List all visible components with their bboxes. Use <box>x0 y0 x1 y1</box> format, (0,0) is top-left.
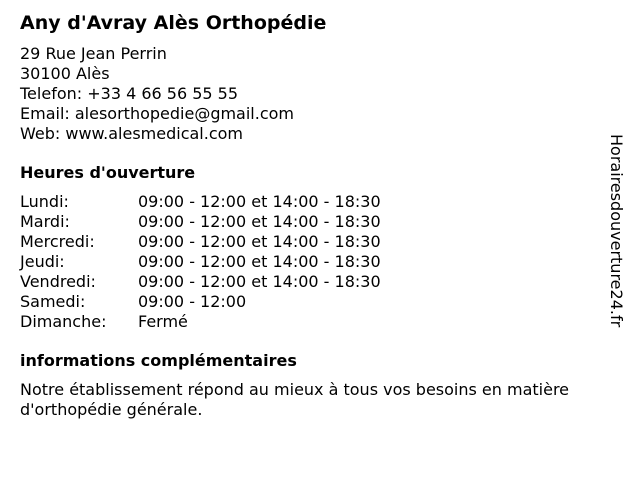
address-city: 30100 Alès <box>20 64 110 83</box>
hours-day: Lundi: <box>20 192 69 211</box>
hours-row-wednesday <box>20 232 620 252</box>
hours-day: Samedi: <box>20 292 86 311</box>
hours-day: Mardi: <box>20 212 70 231</box>
web-line: Web: www.alesmedical.com <box>20 124 243 143</box>
business-card <box>20 10 620 420</box>
additional-info-heading: informations complémentaires <box>20 351 297 370</box>
hours-time: 09:00 - 12:00 et 14:00 - 18:30 <box>138 272 381 291</box>
hours-row-monday <box>20 192 620 212</box>
hours-time: 09:00 - 12:00 et 14:00 - 18:30 <box>138 252 381 271</box>
hours-day: Dimanche: <box>20 312 107 331</box>
hours-day: Jeudi: <box>20 252 65 271</box>
hours-time: 09:00 - 12:00 et 14:00 - 18:30 <box>138 232 381 251</box>
hours-row-tuesday <box>20 212 620 232</box>
hours-row-thursday <box>20 252 620 272</box>
email-line: Email: alesorthopedie@gmail.com <box>20 104 295 123</box>
business-name: Any d'Avray Alès Orthopédie <box>20 12 327 34</box>
hours-row-friday <box>20 272 620 292</box>
hours-row-sunday <box>20 312 620 332</box>
site-watermark: Horairesdouverture24.fr <box>607 134 626 328</box>
hours-row-saturday <box>20 292 620 312</box>
hours-time: 09:00 - 12:00 <box>138 292 247 311</box>
additional-info-text: Notre établissement répond au mieux à tous vos besoins en matière d'orthopédie générale. <box>20 380 570 419</box>
hours-time: Fermé <box>138 312 188 331</box>
address-street: 29 Rue Jean Perrin <box>20 44 167 63</box>
hours-time: 09:00 - 12:00 et 14:00 - 18:30 <box>138 212 381 231</box>
hours-day: Vendredi: <box>20 272 96 291</box>
hours-time: 09:00 - 12:00 et 14:00 - 18:30 <box>138 192 381 211</box>
opening-hours-heading: Heures d'ouverture <box>20 163 196 182</box>
phone-line: Telefon: +33 4 66 56 55 55 <box>20 84 239 103</box>
hours-day: Mercredi: <box>20 232 95 251</box>
